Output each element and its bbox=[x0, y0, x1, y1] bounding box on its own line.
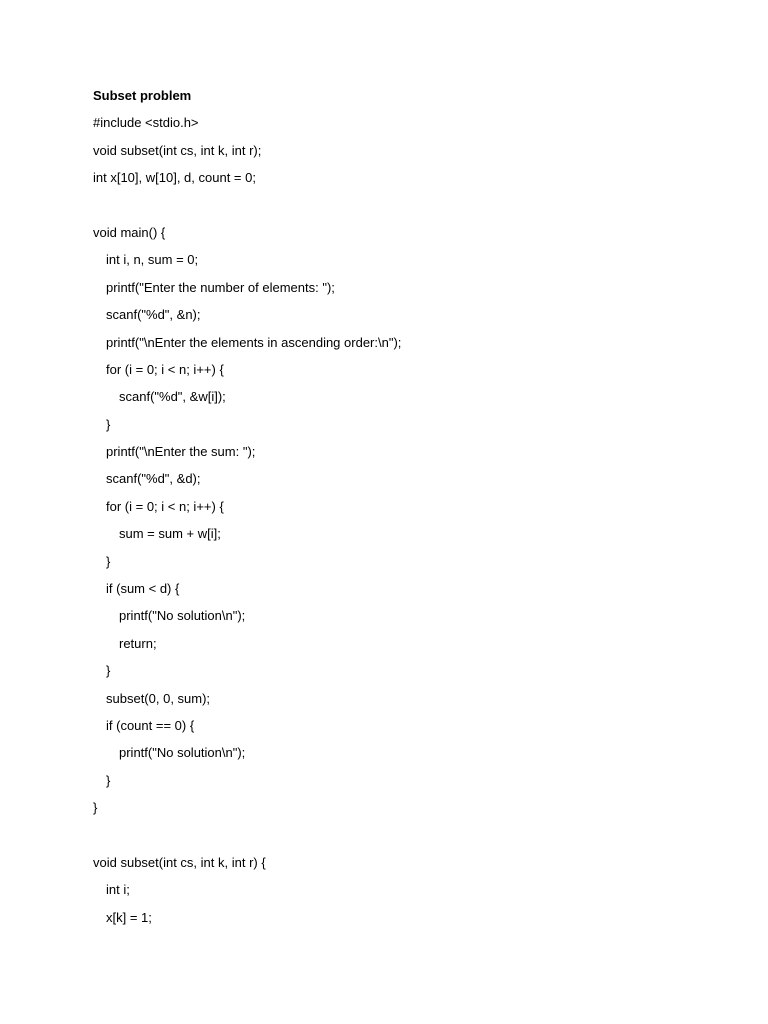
code-line: void subset(int cs, int k, int r); bbox=[93, 142, 262, 158]
code-line: } bbox=[93, 800, 98, 816]
code-line: int x[10], w[10], d, count = 0; bbox=[93, 170, 256, 186]
code-line: } bbox=[106, 663, 111, 679]
code-line: void subset(int cs, int k, int r) { bbox=[93, 854, 266, 870]
code-listing bbox=[93, 84, 713, 933]
code-line: x[k] = 1; bbox=[106, 909, 152, 925]
blank-line bbox=[93, 824, 713, 851]
blank-line bbox=[93, 194, 713, 221]
code-line: scanf("%d", &n); bbox=[106, 307, 201, 323]
code-line: printf("Enter the number of elements: "); bbox=[106, 279, 335, 295]
code-line: int i, n, sum = 0; bbox=[106, 252, 199, 268]
code-line: printf("No solution\n"); bbox=[119, 608, 246, 624]
code-line: printf("No solution\n"); bbox=[119, 745, 246, 761]
code-line: #include <stdio.h> bbox=[93, 115, 199, 131]
code-line: scanf("%d", &w[i]); bbox=[119, 389, 226, 405]
code-line: printf("\nEnter the elements in ascending order:\n"); bbox=[106, 334, 402, 350]
code-line: scanf("%d", &d); bbox=[106, 471, 201, 487]
code-line: } bbox=[106, 416, 111, 432]
code-line: subset(0, 0, sum); bbox=[106, 690, 211, 706]
code-line: if (count == 0) { bbox=[106, 717, 195, 733]
document-title: Subset problem bbox=[93, 88, 192, 103]
code-line: printf("\nEnter the sum: "); bbox=[106, 444, 256, 460]
code-line: } bbox=[106, 772, 111, 788]
code-line: for (i = 0; i < n; i++) { bbox=[106, 498, 224, 514]
code-line: } bbox=[106, 553, 111, 569]
code-line: if (sum < d) { bbox=[106, 581, 180, 597]
code-line: void main() { bbox=[93, 224, 166, 240]
code-line: return; bbox=[119, 635, 157, 651]
code-line: sum = sum + w[i]; bbox=[119, 526, 221, 542]
code-line: int i; bbox=[106, 882, 130, 898]
code-line: for (i = 0; i < n; i++) { bbox=[106, 361, 224, 377]
